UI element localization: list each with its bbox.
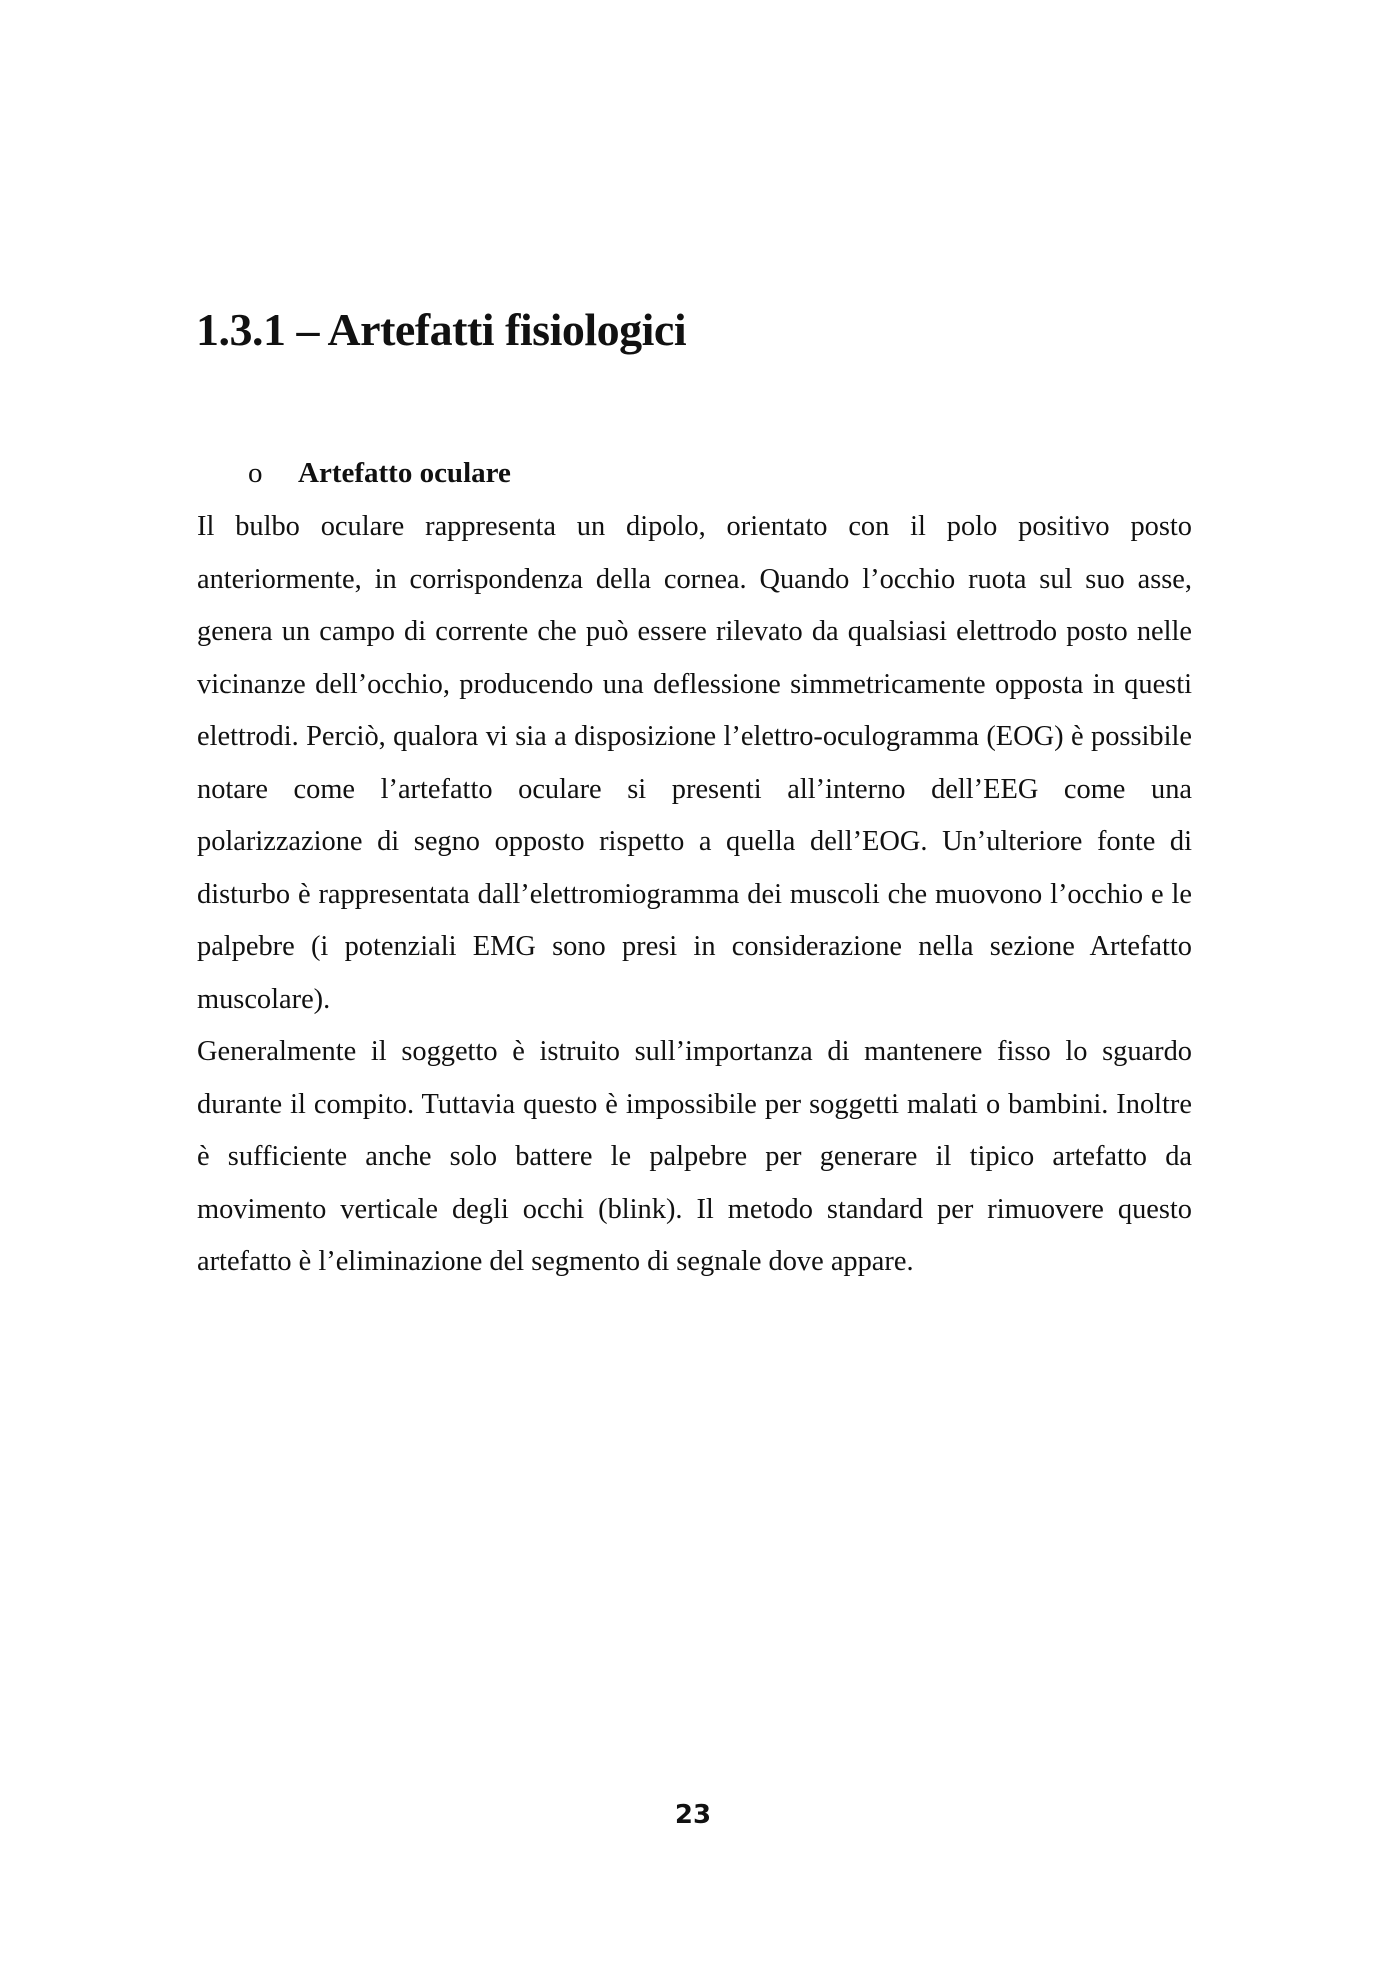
body-text bbox=[197, 501, 1192, 1289]
paragraph: Generalmente il soggetto è istruito sull’importanza di mantenere fisso lo sguardo durante il compito. Tuttavia questo è impossibile per soggetti malati o bambini. Inoltre è sufficiente anche solo battere le palpebre per generare il tipico artefatto da movimento verticale degli occhi (blink). Il metodo standard per rimuovere questo artefatto è l’eliminazione del segmento di segnale dove appare. bbox=[197, 1036, 1192, 1277]
paragraph: Il bulbo oculare rappresenta un dipolo, orientato con il polo positivo posto anteriormente, in corrispondenza della cornea. Quando l’occhio ruota sul suo asse, genera un campo di corrente che può essere rilevato da qualsiasi elettrodo posto nelle vicinanze dell’occhio, producendo una deflessione simmetricamente opposta in questi elettrodi. Perciò, qualora vi sia a disposizione l’elettro-oculogramma (EOG) è possibile notare come l’artefatto oculare si presenti all’interno dell’EEG come una polarizzazione di segno opposto rispetto a quella dell’EOG. Un’ulteriore fonte di disturbo è rappresentata dall’elettromiogramma dei muscoli che muovono l’occhio e le palpebre (i potenziali EMG sono presi in considerazione nella sezione Artefatto muscolare). bbox=[197, 511, 1192, 1015]
subsection-heading bbox=[248, 453, 511, 493]
bullet-marker: o bbox=[248, 457, 263, 489]
section-title: 1.3.1 – Artefatti fisiologici bbox=[196, 304, 687, 355]
page-number: 23 bbox=[674, 1800, 712, 1830]
subsection-title: Artefatto oculare bbox=[298, 457, 511, 489]
